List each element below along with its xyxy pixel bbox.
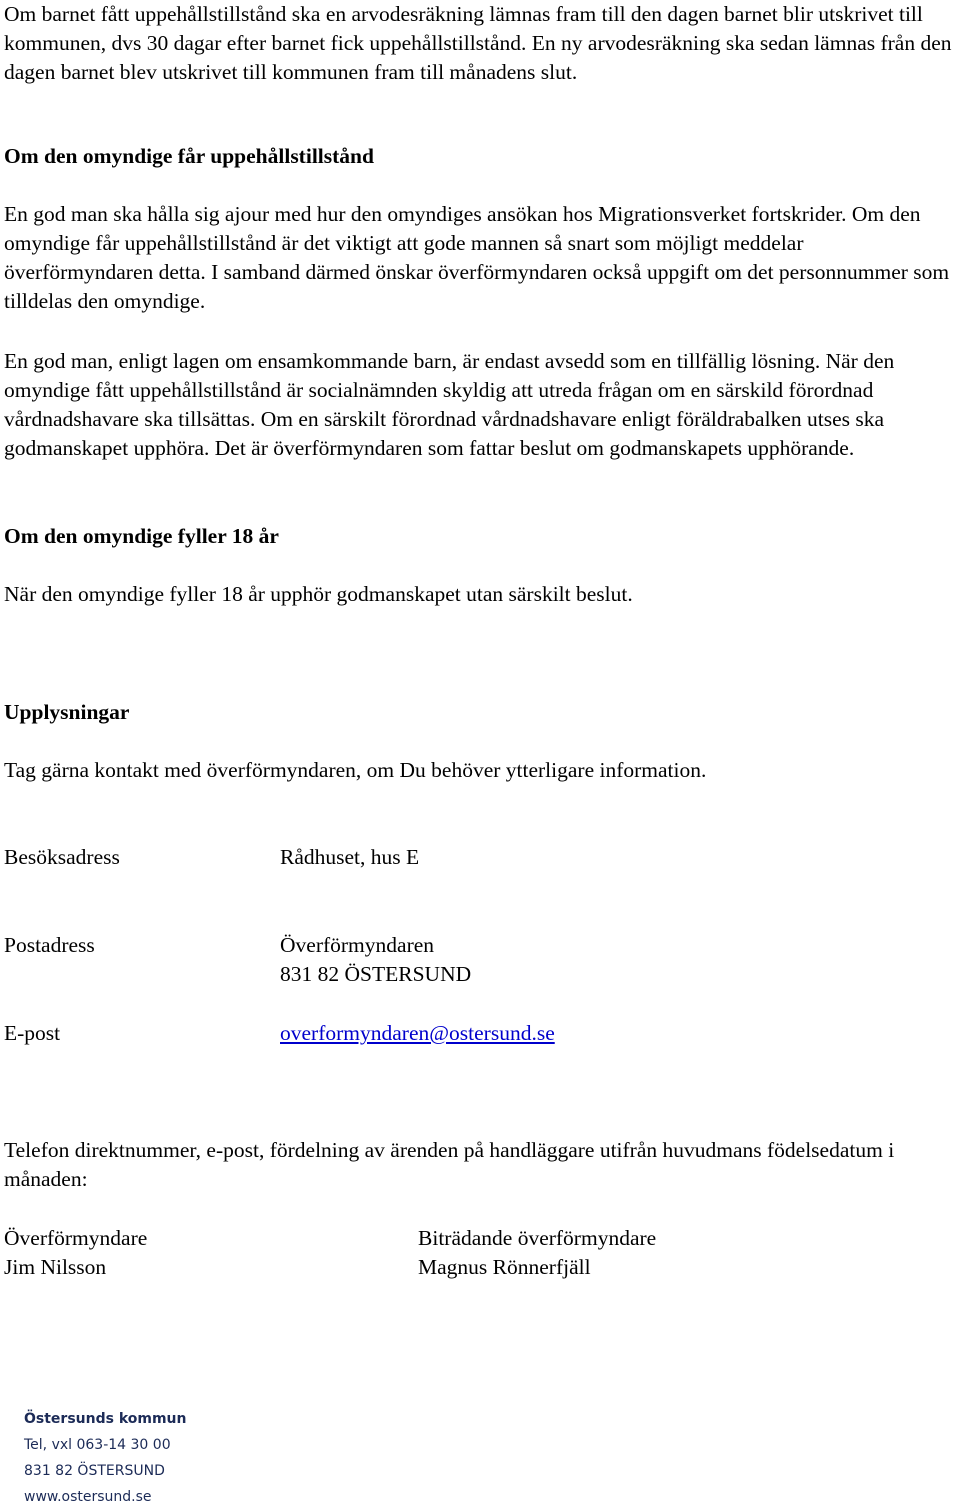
visit-address-label: Besöksadress	[4, 845, 120, 869]
signatory-left-name: Jim Nilsson	[4, 1255, 107, 1279]
footer-address: 831 82 ÖSTERSUND	[24, 1463, 165, 1479]
intro-paragraph: Om barnet fått uppehållstillstånd ska en arvodesräkning lämnas fram till den dagen barnet blir utskrivet till kommunen, dvs 30 dagar efter barnet fick uppehållstillstånd. En ny arvodesräkning ska sedan lämnas från den dagen barnet blev utskrivet till kommunen fram till månadens slut.	[4, 2, 952, 84]
footer	[24, 1406, 186, 1510]
signatory-right-name: Magnus Rönnerfjäll	[418, 1255, 591, 1279]
email-label: E-post	[4, 1021, 61, 1045]
heading-turns-18: Om den omyndige fyller 18 år	[4, 524, 279, 548]
visit-address-value: Rådhuset, hus E	[280, 845, 420, 869]
footer-website: www.ostersund.se	[24, 1489, 152, 1505]
residence-paragraph-1: En god man ska hålla sig ajour med hur den omyndiges ansökan hos Migrationsverket fortskrider. Om den omyndige får uppehållstillstånd är det viktigt att gode mannen så snart som möjligt meddelar överförmyndaren detta. I samband därmed önskar överförmyndaren också uppgift om det personnummer som tilldelas den omyndige.	[4, 202, 950, 313]
signatory-right-title: Biträdande överförmyndare	[418, 1226, 657, 1250]
heading-residence-permit: Om den omyndige får uppehållstillstånd	[4, 144, 374, 168]
signatory-left	[4, 1224, 147, 1282]
information-paragraph: Tag gärna kontakt med överförmyndaren, om Du behöver ytterligare information.	[4, 758, 707, 782]
email-link[interactable]: overformyndaren@ostersund.se	[280, 1021, 555, 1045]
signatory-left-title: Överförmyndare	[4, 1226, 148, 1250]
turns-18-paragraph: När den omyndige fyller 18 år upphör godmanskapet utan särskilt beslut.	[4, 582, 633, 606]
heading-information: Upplysningar	[4, 700, 130, 724]
signatory-right	[418, 1224, 656, 1282]
residence-paragraph-2: En god man, enligt lagen om ensamkommande barn, är endast avsedd som en tillfällig lösning. När den omyndige fått uppehållstillstånd är socialnämnden skyldig att utreda frågan om en särskild förordnad vårdnadshavare ska tillsättas. Om en särskilt förordnad vårdnadshavare enligt föräldrabalken utses ska godmanskapet upphöra. Det är överförmyndaren som fattar beslut om godmanskapets upphörande.	[4, 349, 895, 460]
footer-phone: Tel, vxl 063-14 30 00	[24, 1437, 171, 1453]
footer-organization: Östersunds kommun	[24, 1411, 187, 1427]
postal-address-label: Postadress	[4, 933, 95, 957]
postal-address-line1: Överförmyndaren	[280, 933, 435, 957]
distribution-paragraph: Telefon direktnummer, e-post, fördelning av ärenden på handläggare utifrån huvudmans födelsedatum i månaden:	[4, 1138, 895, 1191]
postal-address-line2: 831 82 ÖSTERSUND	[280, 962, 472, 986]
